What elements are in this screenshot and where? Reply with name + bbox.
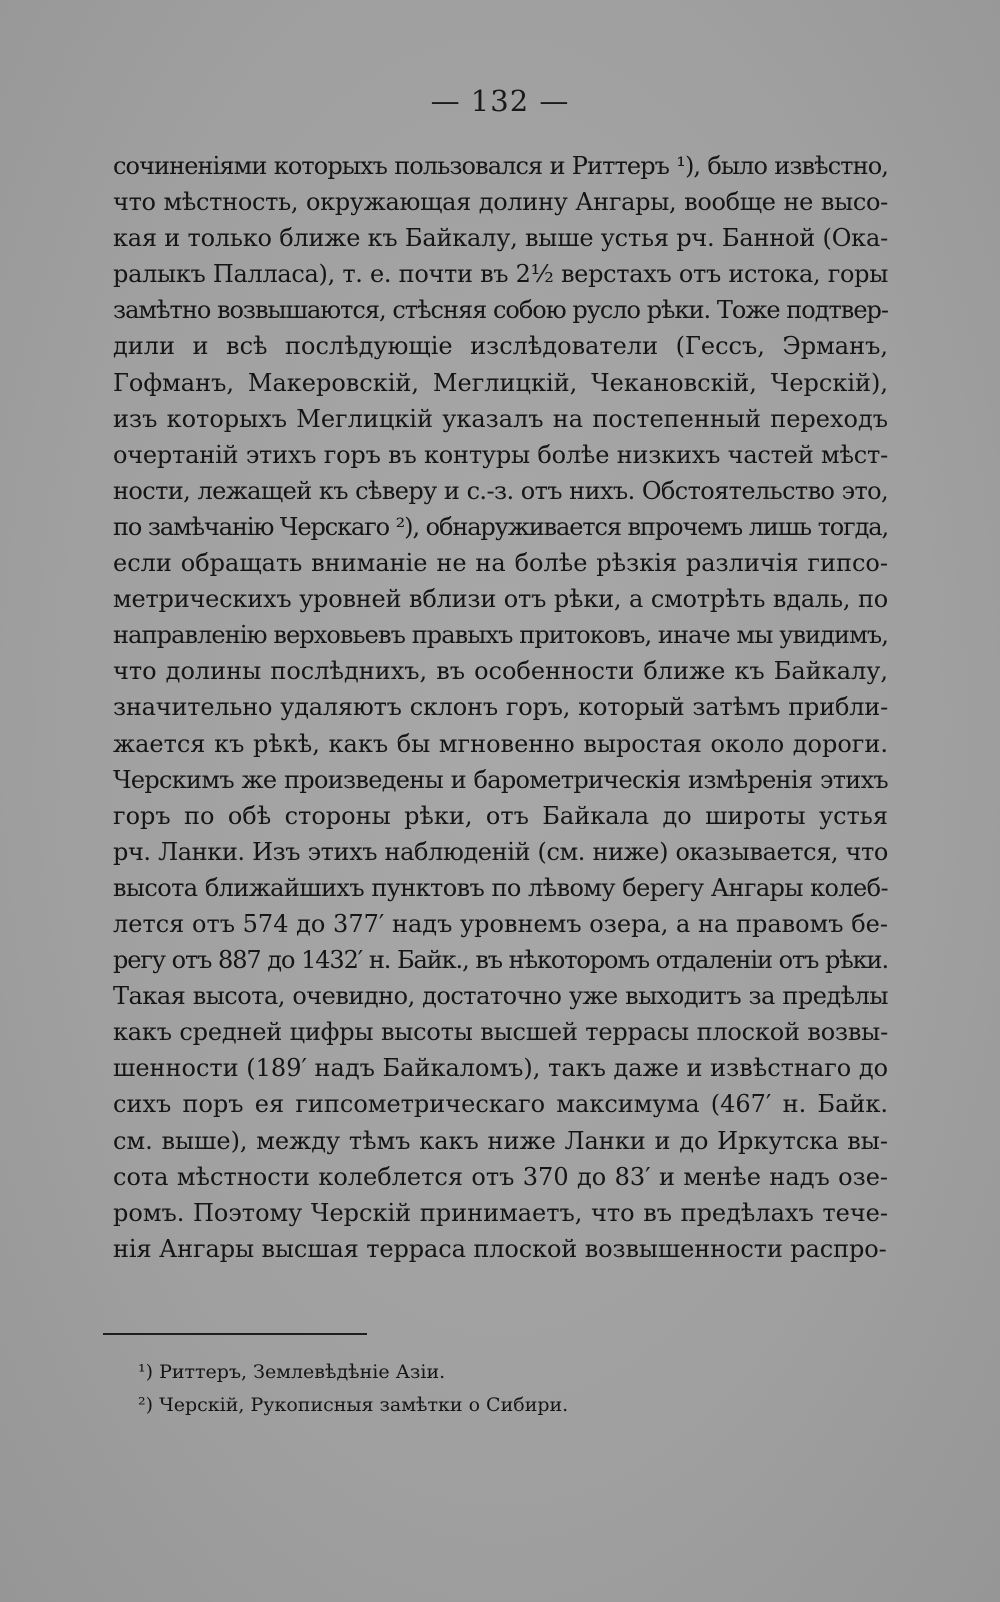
text-line: замѣтно возвышаются, стѣсняя собою русло рѣки. Тоже подтвер- [113, 296, 888, 325]
text-line: какъ средней цифры высоты высшей террасы плоской возвы- [113, 1018, 888, 1047]
text-line: шенности (189′ надъ Байкаломъ), такъ даже и извѣстнаго до [113, 1054, 889, 1083]
text-line: нія Ангары высшая терраса плоской возвышенности распро- [113, 1234, 887, 1263]
page-number: — 132 — [430, 84, 570, 118]
text-line: направленію верховьевъ правыхъ притоковъ, иначе мы увидимъ, [113, 621, 888, 650]
footnotes [138, 1356, 898, 1422]
text-line: регу отъ 887 до 1432′ н. Байк., въ нѣкоторомъ отдаленіи отъ рѣки. [113, 946, 888, 975]
text-line: Черскимъ же произведены и барометрическія измѣренія этихъ [113, 765, 888, 794]
text-line: метрическихъ уровней вблизи отъ рѣки, а смотрѣть вдаль, по [113, 585, 888, 614]
text-line: Такая высота, очевидно, достаточно уже выходитъ за предѣлы [113, 982, 888, 1011]
text-line: ралыкъ Палласа), т. е. почти въ 2½ верстахъ отъ истока, горы [113, 260, 888, 289]
main-text [113, 148, 888, 1267]
text-line: если обращать вниманіе не на болѣе рѣзкія различія гипсо- [113, 549, 888, 578]
footnote-divider [103, 1333, 367, 1335]
text-line: см. выше), между тѣмъ какъ ниже Ланки и до Иркутска вы- [113, 1126, 888, 1155]
text-line: изъ которыхъ Меглицкій указалъ на постепенный переходъ [113, 404, 888, 433]
text-line: очертаній этихъ горъ въ контуры болѣе низкихъ частей мѣст- [113, 440, 888, 469]
text-line: по замѣчанію Черскаго ²), обнаруживается впрочемъ лишь тогда, [113, 512, 888, 541]
footnote: ²) Черскій, Рукописныя замѣтки о Сибири. [138, 1394, 569, 1416]
text-line: что мѣстность, окружающая долину Ангары, вообще не высо- [113, 188, 888, 217]
text-line: Гофманъ, Макеровскій, Меглицкій, Чекановскій, Черскій), [113, 368, 888, 397]
text-line: жается къ рѣкѣ, какъ бы мгновенно выростая около дороги. [113, 729, 888, 758]
text-line: высота ближайшихъ пунктовъ по лѣвому берегу Ангары колеб- [113, 873, 888, 902]
text-line: кая и только ближе къ Байкалу, выше устья рч. Банной (Ока- [113, 224, 888, 253]
footnote: ¹) Риттеръ, Землевѣдѣніе Азіи. [138, 1361, 446, 1383]
text-line: значительно удаляютъ склонъ горъ, который затѣмъ прибли- [113, 693, 888, 722]
text-line: сочиненіями которыхъ пользовался и Риттеръ ¹), было извѣстно, [113, 152, 888, 180]
text-line: ромъ. Поэтому Черскій принимаетъ, что въ предѣлахъ тече- [113, 1198, 888, 1227]
text-line: лется отъ 574 до 377′ надъ уровнемъ озера, а на правомъ бе- [113, 909, 888, 938]
text-line: рч. Ланки. Изъ этихъ наблюденій (см. ниже) оказывается, что [113, 837, 888, 866]
text-line: сихъ поръ ея гипсометрическаго максимума (467′ н. Байк. [113, 1090, 888, 1119]
text-line: горъ по обѣ стороны рѣки, отъ Байкала до широты устья [113, 801, 888, 830]
text-line: что долины послѣднихъ, въ особенности ближе къ Байкалу, [113, 657, 888, 686]
text-line: сота мѣстности колеблется отъ 370 до 83′ и менѣе надъ озе- [113, 1162, 888, 1191]
text-line: ности, лежащей къ сѣверу и с.-з. отъ нихъ. Обстоятельство это, [113, 476, 888, 505]
text-line: дили и всѣ послѣдующіе изслѣдователи (Гессъ, Эрманъ, [113, 332, 888, 361]
